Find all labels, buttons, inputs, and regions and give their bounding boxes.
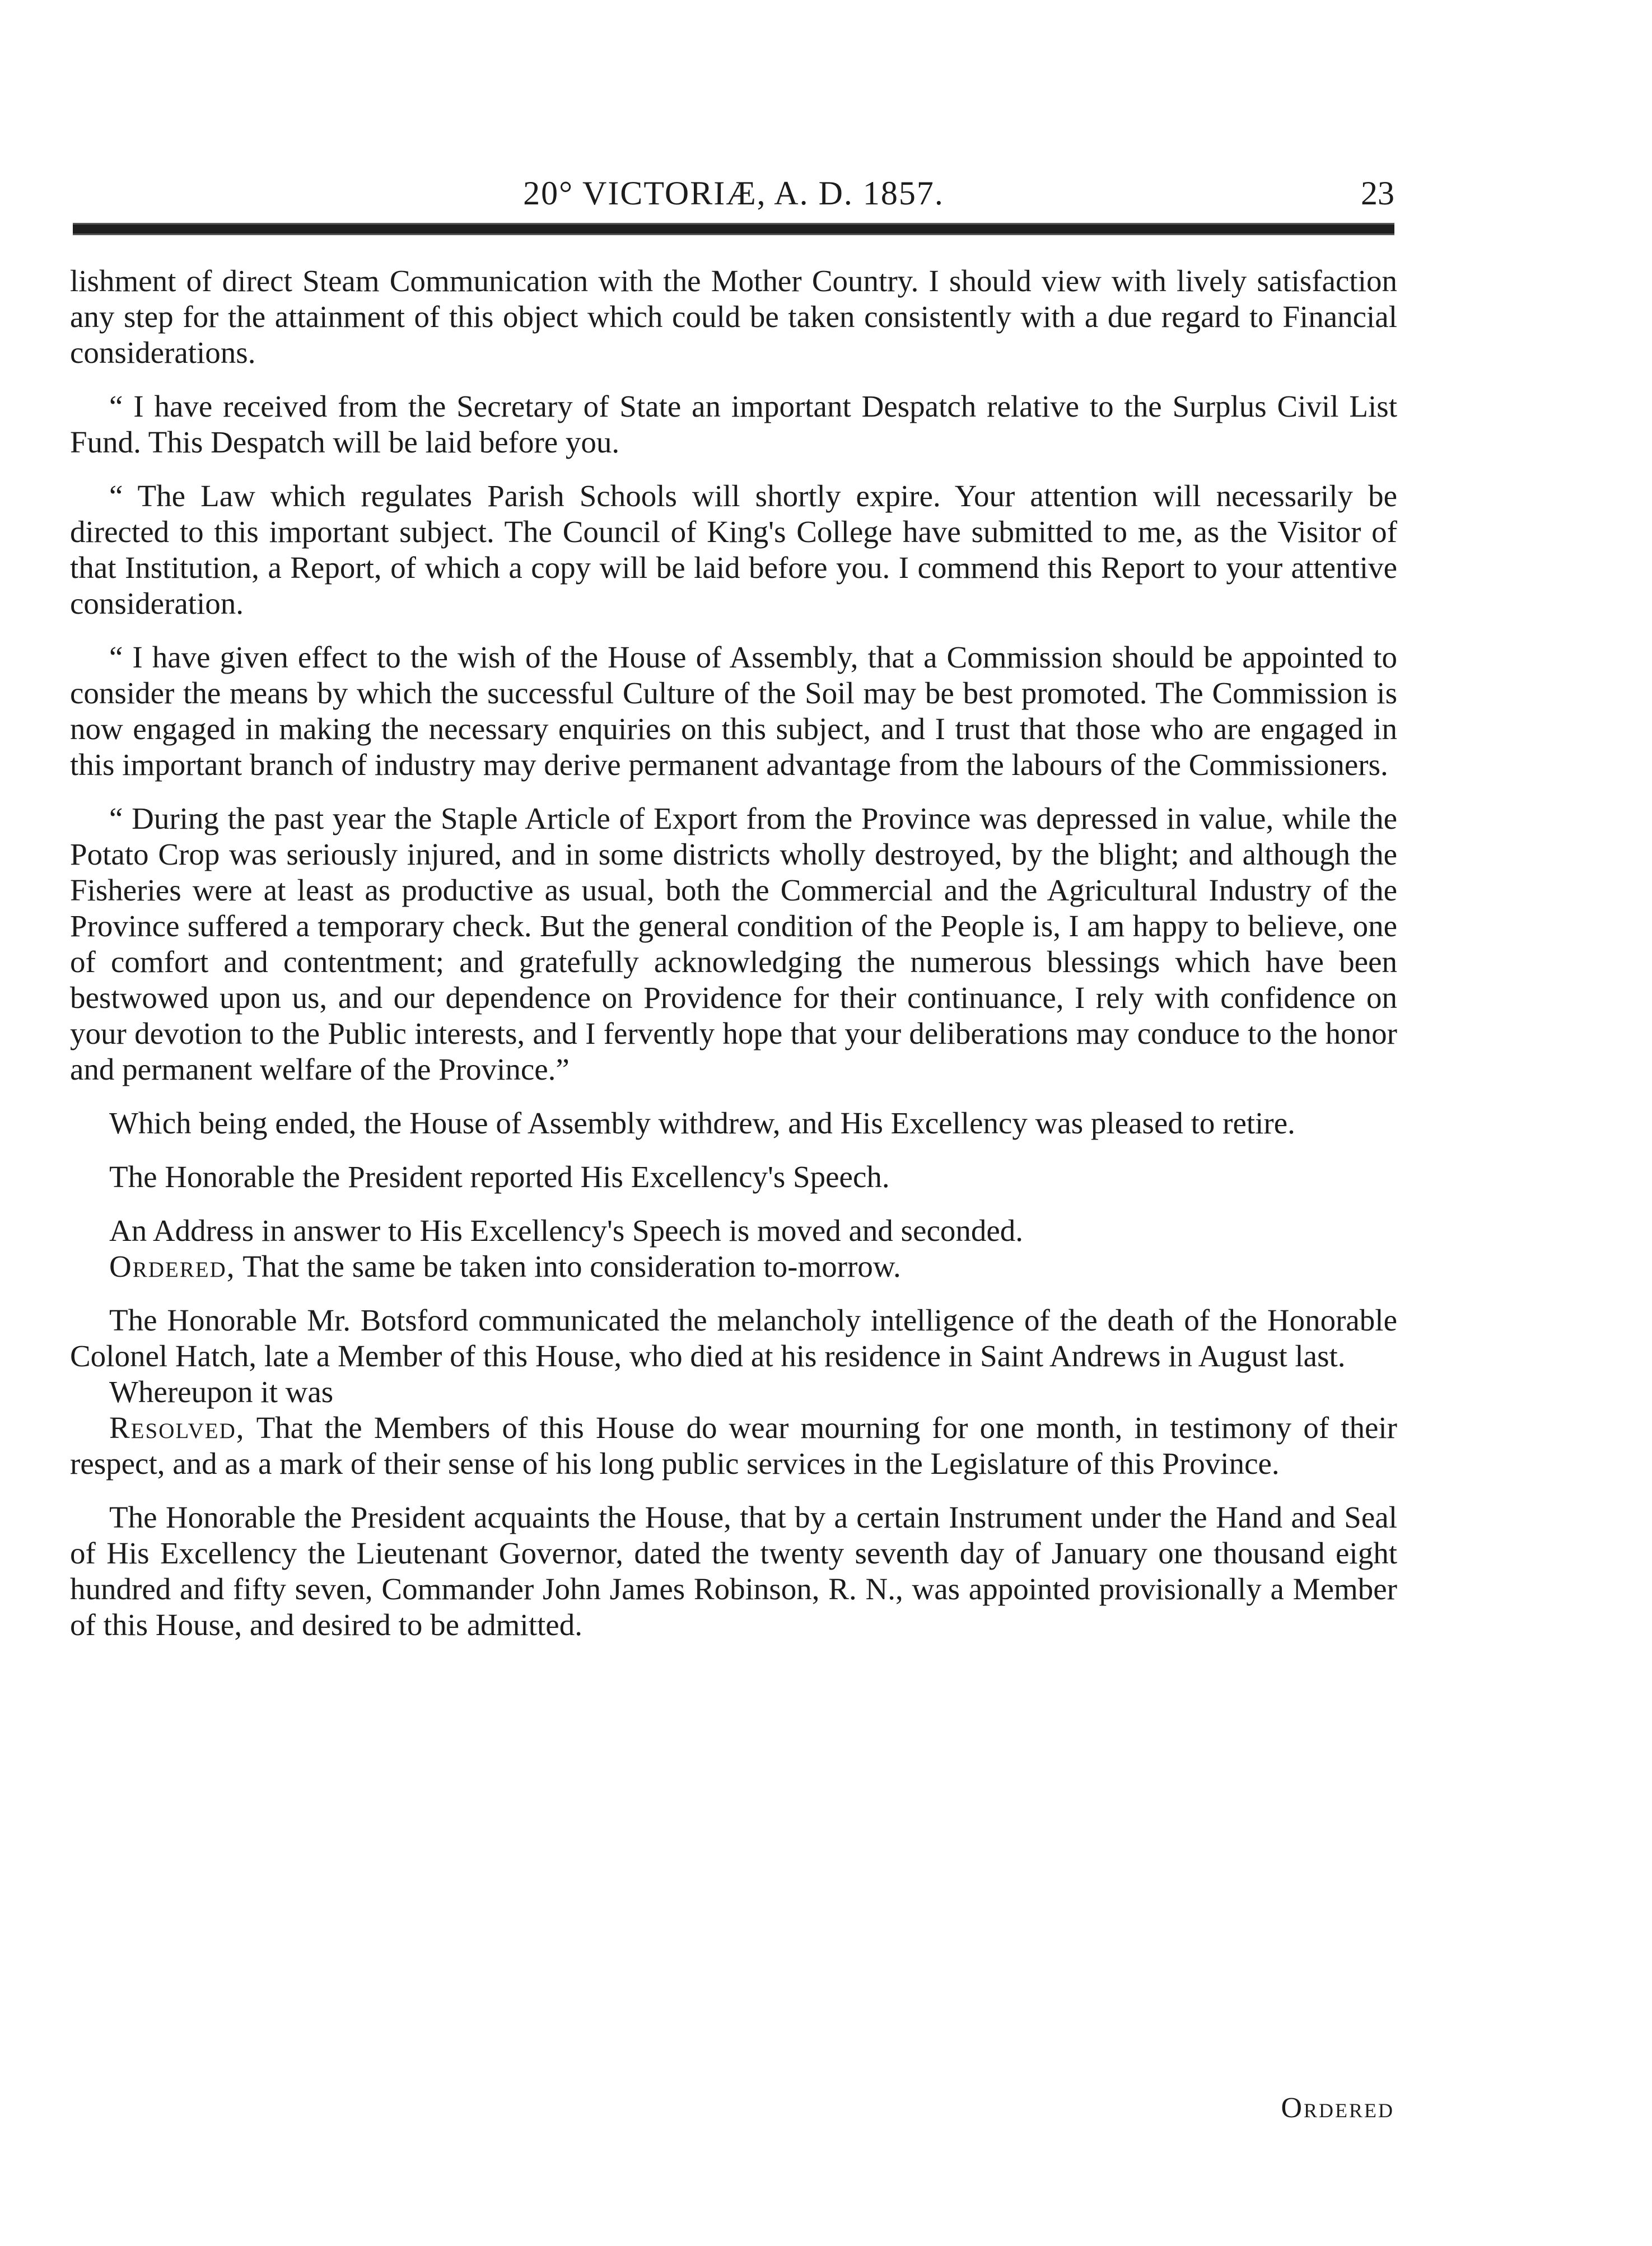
page-number: 23 <box>1361 175 1394 212</box>
paragraph-president-reported: The Honorable the President reported His Excellency's Speech. <box>109 1160 890 1194</box>
resolved-label: Resolved, <box>109 1411 245 1445</box>
paragraph-commission: “ I have given effect to the wish of the House of Assembly, that a Commission should be appointed to consider the means by which the successful Culture of the Soil may be best promoted. The Commission is now engaged in making the necessary enquiries on this subject, and I trust that those who are engaged in this important branch of industry may derive permanent advantage from the labours of the Commissioners. <box>70 640 1397 782</box>
header-rule <box>73 223 1394 235</box>
running-title: 20° VICTORIÆ, A. D. 1857. <box>523 175 944 212</box>
paragraph-botsford: The Honorable Mr. Botsford communicated the melancholy intelligence of the death of the Honorable Colonel Hatch, late a Member of this House, who died at his residence in Saint Andrews in August last. <box>70 1303 1397 1373</box>
ordered-text: That the same be taken into consideration to-morrow. <box>235 1249 901 1283</box>
paragraph-parish-schools: “ The Law which regulates Parish Schools will shortly expire. Your attention will necessarily be directed to this important subject. The Council of King's College have submitted to me, as the Visitor of that Institution, a Report, of which a copy will be laid before you. I commend this Report to your attentive consideration. <box>70 479 1397 620</box>
paragraph-despatch: “ I have received from the Secretary of State an important Despatch relative to the Surplus Civil List Fund. This Despatch will be laid before you. <box>70 389 1397 459</box>
paragraph-steam-communication: lishment of direct Steam Communication with the Mother Country. I should view with lively satisfaction any step for the attainment of this object which could be taken consistently with a due regard to Financial considerations. <box>70 264 1397 370</box>
paragraph-robinson-appointment: The Honorable the President acquaints the House, that by a certain Instrument under the Hand and Seal of His Excellency the Lieutenant Governor, dated the twenty seventh day of January one thousand eight hundred and fifty seven, Commander John James Robinson, R. N., was appointed provisionally a Member of this House, and desired to be admitted. <box>70 1500 1397 1642</box>
resolved-text: That the Members of this House do wear mourning for one month, in testimony of their respect, and as a mark of their sense of his long public services in the Legislature of this Province. <box>70 1411 1397 1481</box>
paragraph-resolved <box>70 1410 1397 1482</box>
body-text <box>70 263 1397 1661</box>
paragraph-whereupon: Whereupon it was <box>109 1375 334 1409</box>
paragraph-ordered <box>70 1249 1397 1285</box>
page-header <box>73 168 1394 218</box>
catchword: Ordered <box>1281 2092 1394 2124</box>
ordered-label: Ordered, <box>109 1249 236 1283</box>
paragraph-assembly-withdrew: Which being ended, the House of Assembly withdrew, and His Excellency was pleased to retire. <box>109 1106 1295 1140</box>
paragraph-address-moved: An Address in answer to His Excellency's Speech is moved and seconded. <box>109 1213 1024 1248</box>
paragraph-past-year: “ During the past year the Staple Article of Export from the Province was depressed in value, while the Potato Crop was seriously injured, and in some districts wholly destroyed, by the blight; and although the Fisheries were at least as productive as usual, both the Commercial and the Agricultural Industry of the Province suffered a temporary check. But the general condition of the People is, I am happy to believe, one of comfort and contentment; and gratefully acknowledging the numerous blessings which have been bestwowed upon us, and our dependence on Providence for their continuance, I rely with confidence on your devotion to the Public interests, and I fervently hope that your deliberations may conduce to the honor and permanent welfare of the Province.” <box>70 801 1397 1086</box>
